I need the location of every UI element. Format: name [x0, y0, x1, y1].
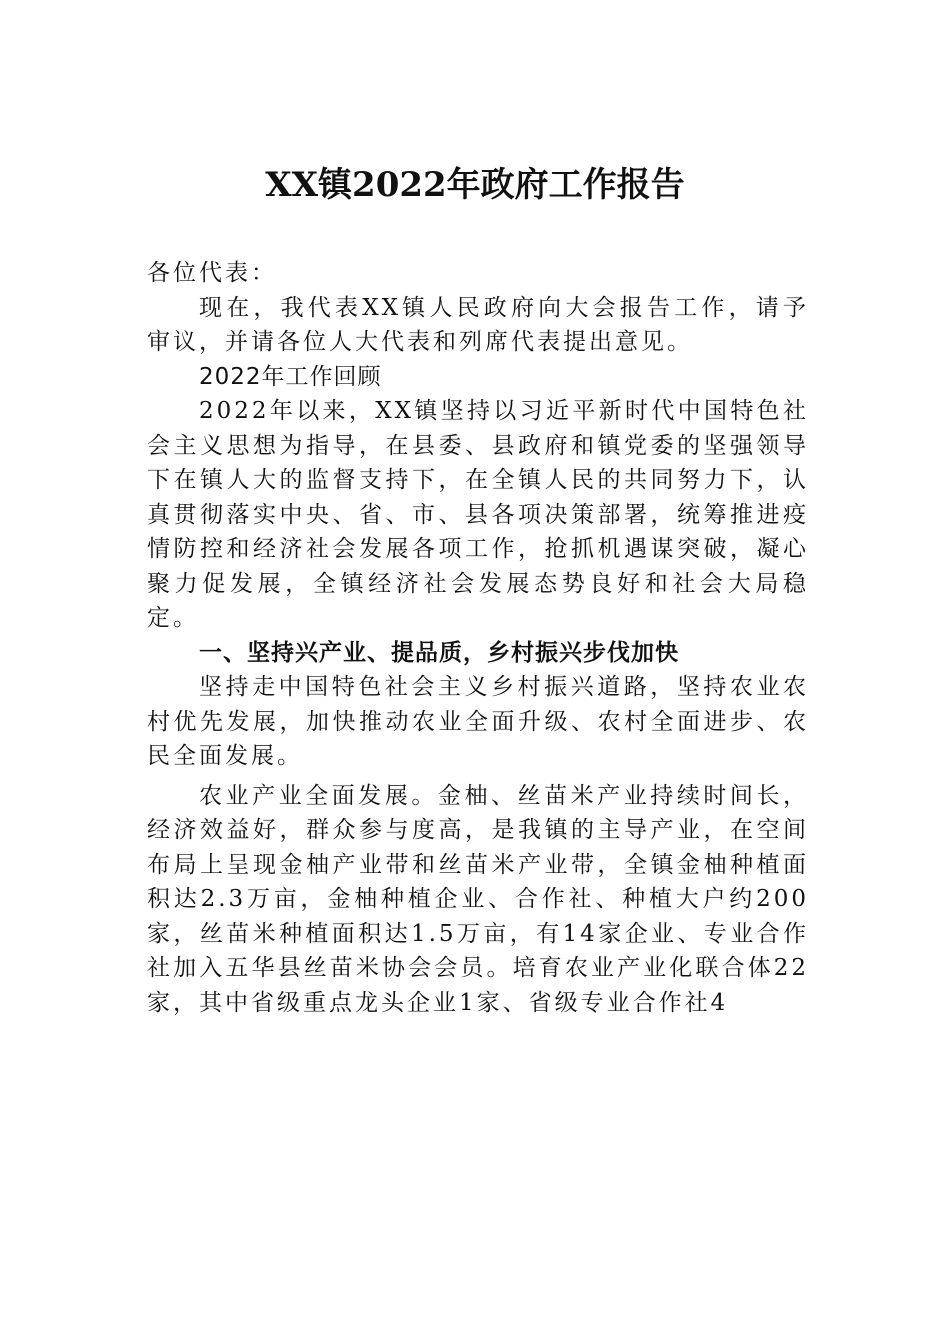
paragraph-intro: 现在，我代表XX镇人民政府向大会报告工作，请予审议，并请各位人大代表和列席代表提出意见。 — [147, 294, 809, 355]
salutation: 各位代表： — [147, 260, 277, 286]
document-title: XX镇2022年政府工作报告 — [265, 165, 685, 205]
section-heading-review: 2022年工作回顾 — [199, 363, 382, 390]
section-heading-1: 一、坚持兴产业、提品质，乡村振兴步伐加快 — [199, 639, 679, 666]
paragraph-overview: 2022年以来，XX镇坚持以习近平新时代中国特色社会主义思想为指导，在县委、县政府和镇党委的坚强领导下在镇人大的监督支持下，在全镇人民的共同努力下，认真贯彻落实中央、省、市、县各项决策部署，统筹推进疫情防控和经济社会发展各项工作，抢抓机遇谋突破，凝心聚力促发展，全镇经济社会发展态势良好和社会大局稳定。 — [147, 398, 809, 631]
paragraph-rural-revitalization: 坚持走中国特色社会主义乡村振兴道路，坚持农业农村优先发展，加快推动农业全面升级、农村全面进步、农民全面发展。 — [147, 674, 809, 769]
document-body — [147, 256, 809, 1020]
paragraph-agriculture: 农业产业全面发展。金柚、丝苗米产业持续时间长，经济效益好，群众参与度高，是我镇的主导产业，在空间布局上呈现金柚产业带和丝苗米产业带，全镇金柚种植面积达2.3万亩，金柚种植企业、合作社、种植大户约200家，丝苗米种植面积达1.5万亩，有14家企业、专业合作社加入五华县丝苗米协会会员。培育农业产业化联合体22家，其中省级重点龙头企业1家、省级专业合作社4 — [147, 782, 809, 1016]
